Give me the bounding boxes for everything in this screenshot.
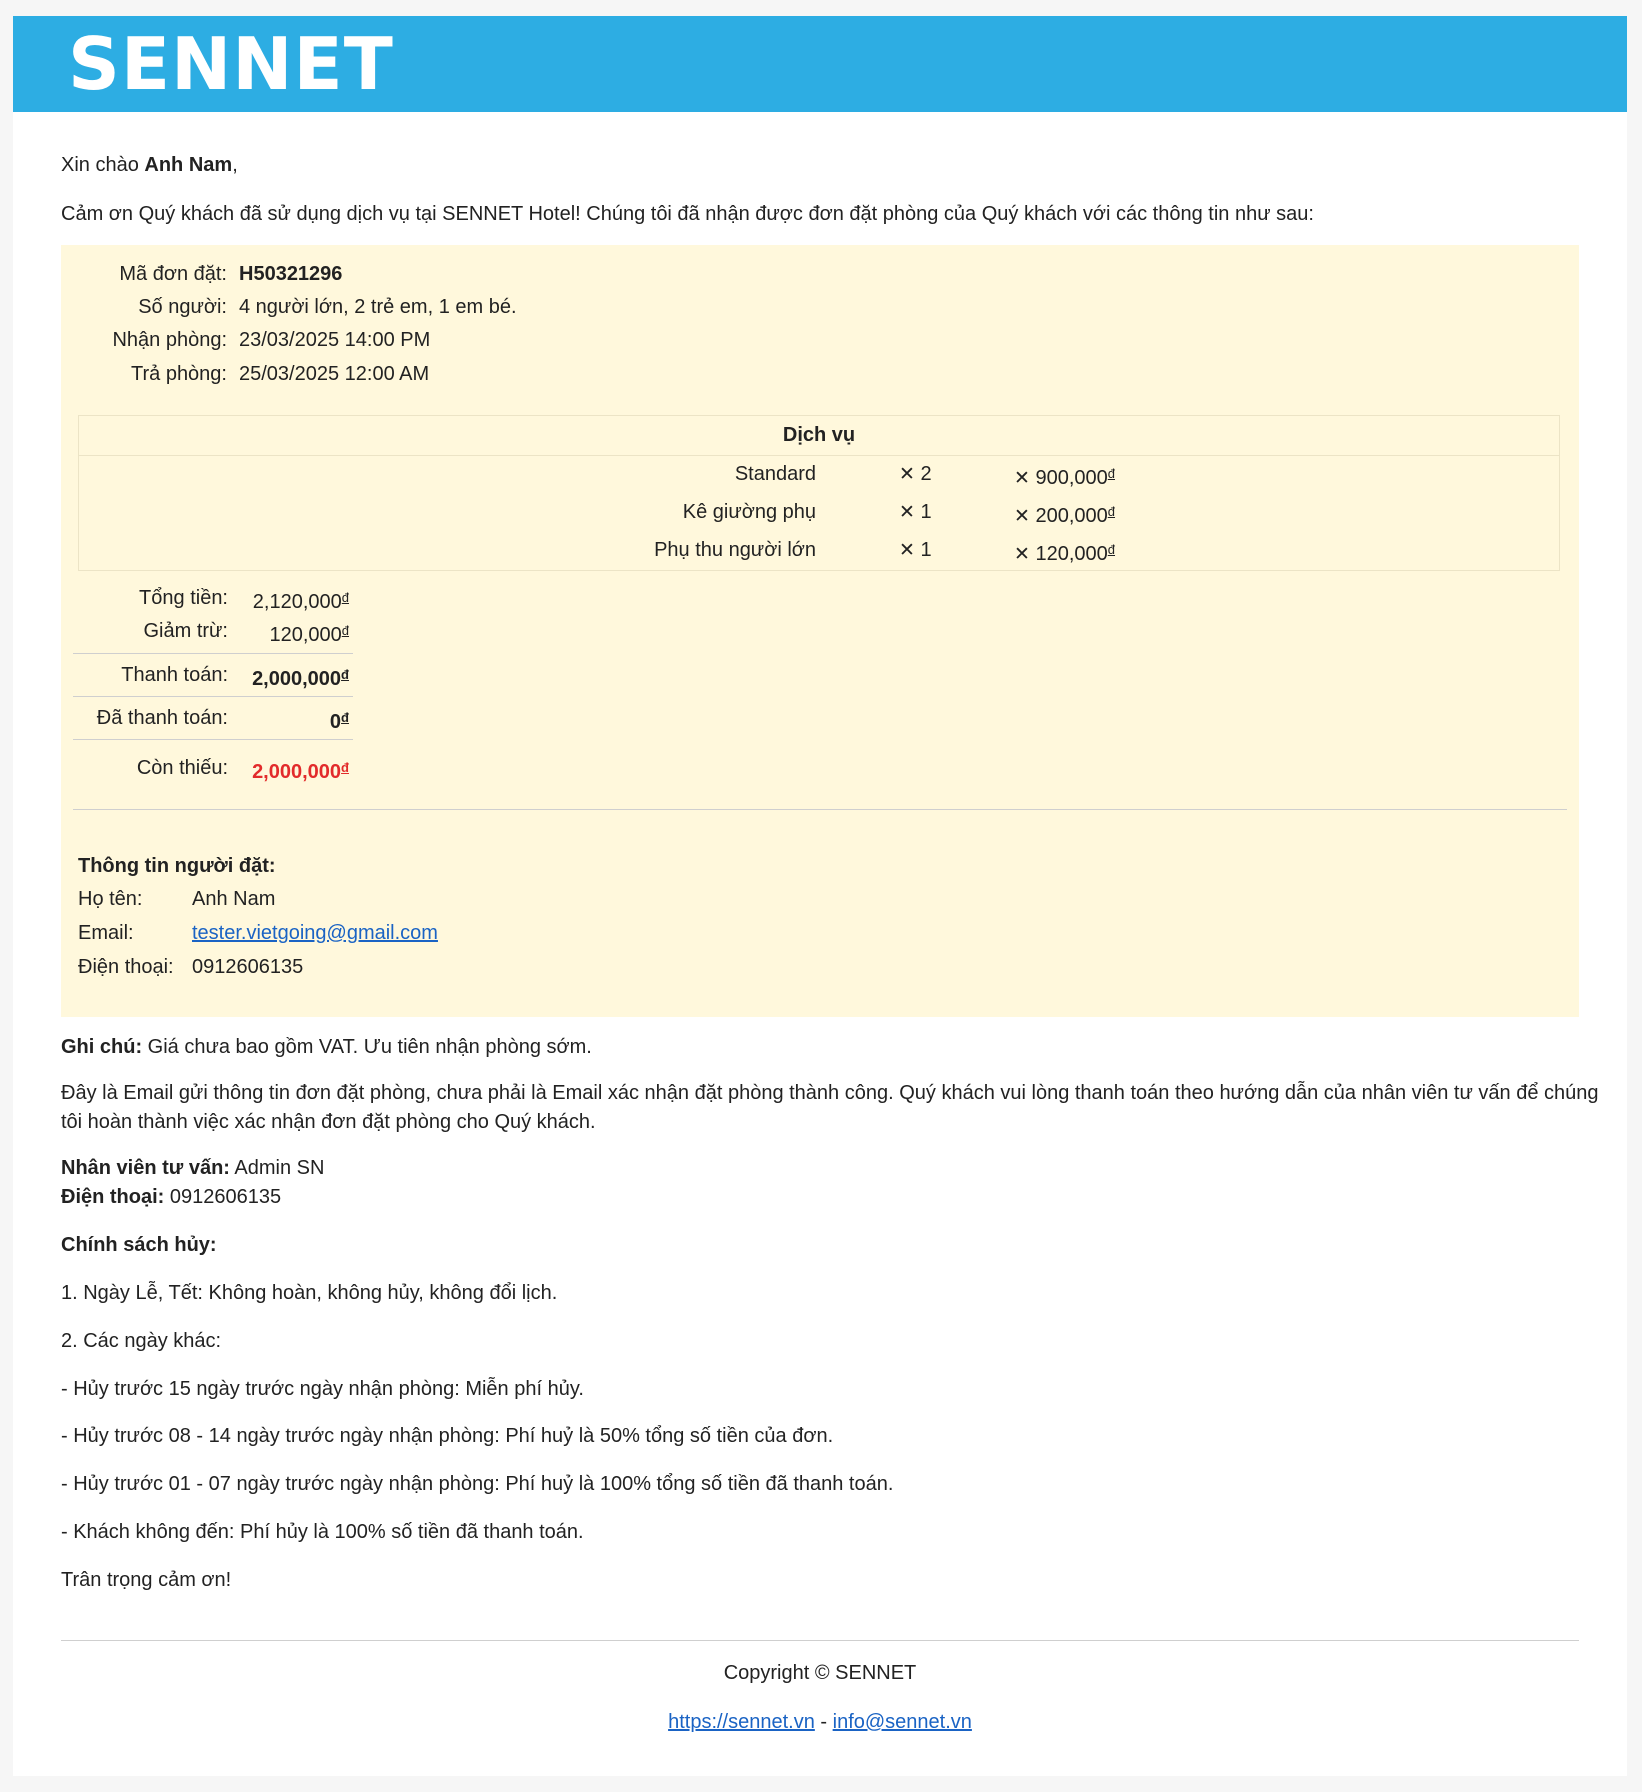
consultant-phone-label: Điện thoại:: [61, 1186, 165, 1208]
disclaimer-line-2: tôi hoàn thành việc xác nhận đơn đặt phòng cho Quý khách.: [61, 1111, 596, 1133]
service-qty: [899, 493, 932, 531]
currency-symbol: đ: [341, 590, 349, 605]
paid-amount: 0: [329, 711, 342, 733]
total-amount: 2,120,000: [252, 591, 342, 613]
multiply-icon: ✕: [899, 501, 915, 523]
policy-title-text: Chính sách hủy:: [61, 1234, 217, 1256]
total-label: Tổng tiền:: [139, 587, 228, 609]
remaining-label: Còn thiếu:: [136, 757, 228, 779]
booker-email-link[interactable]: tester.vietgoing@gmail.com: [192, 922, 438, 944]
checkin-label: Nhận phòng:: [112, 329, 227, 351]
service-price-value: 900,000: [1035, 467, 1108, 489]
payment-label: Thanh toán:: [121, 664, 228, 686]
paid-value: [330, 703, 349, 737]
website-link[interactable]: https://sennet.vn: [668, 1711, 815, 1733]
consultant-phone: [61, 1182, 281, 1212]
footer-separator: -: [814, 1711, 833, 1733]
service-row: [79, 493, 1559, 531]
policy-item: - Hủy trước 15 ngày trước ngày nhận phòng: Miễn phí hủy.: [61, 1378, 584, 1400]
booking-summary-box: [61, 245, 1579, 1017]
booker-name: Anh Nam: [192, 888, 276, 910]
contact-email-link[interactable]: info@sennet.vn: [832, 1711, 972, 1733]
note-text: Giá chưa bao gồm VAT. Ưu tiên nhận phòng sớm.: [142, 1036, 592, 1058]
discount-label: Giảm trừ:: [143, 620, 228, 642]
service-row: [79, 455, 1559, 493]
payment-amount: 2,000,000: [252, 668, 342, 690]
booker-phone-label: Điện thoại:: [78, 956, 174, 978]
sennet-logo: SENNET: [68, 22, 394, 106]
service-qty-value: 2: [920, 463, 932, 485]
booking-code: H50321296: [239, 263, 343, 285]
totals-divider: [73, 653, 353, 654]
multiply-icon: ✕: [899, 539, 915, 561]
section-divider: [73, 809, 1567, 810]
guests-value: 4 người lớn, 2 trẻ em, 1 em bé.: [239, 296, 517, 318]
multiply-icon: ✕: [899, 463, 915, 485]
currency-symbol: đ: [341, 623, 349, 638]
greeting-name: Anh Nam: [144, 154, 233, 176]
booker-title: Thông tin người đặt:: [78, 855, 276, 877]
intro-text: Cảm ơn Quý khách đã sử dụng dịch vụ tại SENNET Hotel! Chúng tôi đã nhận được đơn đặt phòng của Quý khách với các thông tin như sau:: [61, 203, 1314, 225]
service-price-value: 200,000: [1035, 505, 1108, 527]
totals-divider: [73, 696, 353, 697]
guests-label: Số người:: [138, 296, 227, 318]
multiply-icon: ✕: [1014, 467, 1030, 489]
policy-item: 2. Các ngày khác:: [61, 1330, 222, 1352]
consultant-phone-value: 0912606135: [164, 1186, 282, 1208]
email-header: [13, 16, 1627, 112]
remaining-amount: 2,000,000: [252, 761, 342, 783]
policy-title: [61, 1230, 217, 1260]
service-qty: [899, 455, 932, 493]
services-table: [78, 415, 1560, 571]
disclaimer-line-1: Đây là Email gửi thông tin đơn đặt phòng, chưa phải là Email xác nhận đặt phòng thành công. Quý khách vui lòng thanh toán theo hướng dẫn của nhân viên tư vấn để chúng: [61, 1082, 1599, 1104]
service-row: [79, 531, 1559, 569]
note: [61, 1032, 592, 1062]
closing-text: Trân trọng cảm ơn!: [61, 1569, 232, 1591]
currency-symbol: đ: [1107, 504, 1116, 519]
greeting-suffix: ,: [232, 154, 238, 176]
service-name: Phụ thu người lớn: [654, 539, 816, 561]
email-page: [13, 16, 1627, 1776]
booker-name-label: Họ tên:: [78, 888, 143, 910]
totals-divider: [73, 739, 353, 740]
policy-item: - Khách không đến: Phí hủy là 100% số tiền đã thanh toán.: [61, 1521, 584, 1543]
greeting-prefix: Xin chào: [61, 154, 145, 176]
currency-symbol: đ: [341, 760, 349, 775]
policy-item: 1. Ngày Lễ, Tết: Không hoàn, không hủy, không đổi lịch.: [61, 1282, 558, 1304]
remaining-value: [252, 753, 349, 787]
footer-divider: [61, 1640, 1579, 1641]
currency-symbol: đ: [1107, 466, 1116, 481]
policy-item: - Hủy trước 01 - 07 ngày trước ngày nhận phòng: Phí huỷ là 100% tổng số tiền đã thanh toán.: [61, 1473, 894, 1495]
payment-value: [252, 660, 349, 694]
greeting: [61, 150, 238, 180]
service-price-value: 120,000: [1035, 543, 1108, 565]
multiply-icon: ✕: [1014, 543, 1030, 565]
service-qty-value: 1: [920, 539, 932, 561]
consultant: [61, 1153, 324, 1183]
multiply-icon: ✕: [1014, 505, 1030, 527]
service-name: Standard: [734, 463, 816, 485]
checkout-value: 25/03/2025 12:00 AM: [239, 363, 430, 385]
booking-code-label: Mã đơn đặt:: [119, 263, 227, 285]
discount-amount: 120,000: [269, 624, 342, 646]
currency-symbol: đ: [341, 667, 349, 682]
booker-phone: 0912606135: [192, 956, 304, 978]
service-price: [1014, 531, 1115, 573]
service-name: Kê giường phụ: [682, 501, 816, 523]
note-label: Ghi chú:: [61, 1036, 143, 1058]
checkin-value: 23/03/2025 14:00 PM: [239, 329, 431, 351]
service-qty: [899, 531, 932, 569]
consultant-label: Nhân viên tư vấn:: [61, 1157, 230, 1179]
services-title: Dịch vụ: [79, 416, 1559, 456]
footer-links: [13, 1707, 1627, 1737]
discount-value: [269, 616, 349, 650]
booker-email-label: Email:: [78, 922, 134, 944]
service-qty-value: 1: [920, 501, 932, 523]
service-price: [1014, 455, 1115, 497]
copyright-text: Copyright © SENNET: [723, 1662, 917, 1684]
currency-symbol: đ: [341, 710, 349, 725]
currency-symbol: đ: [1107, 542, 1116, 557]
checkout-label: Trả phòng:: [131, 363, 227, 385]
paid-label: Đã thanh toán:: [96, 707, 228, 729]
total-value: [253, 583, 349, 617]
policy-item: - Hủy trước 08 - 14 ngày trước ngày nhận phòng: Phí huỷ là 50% tổng số tiền của đơn.: [61, 1425, 834, 1447]
service-price: [1014, 493, 1115, 535]
consultant-name: Admin SN: [229, 1157, 325, 1179]
